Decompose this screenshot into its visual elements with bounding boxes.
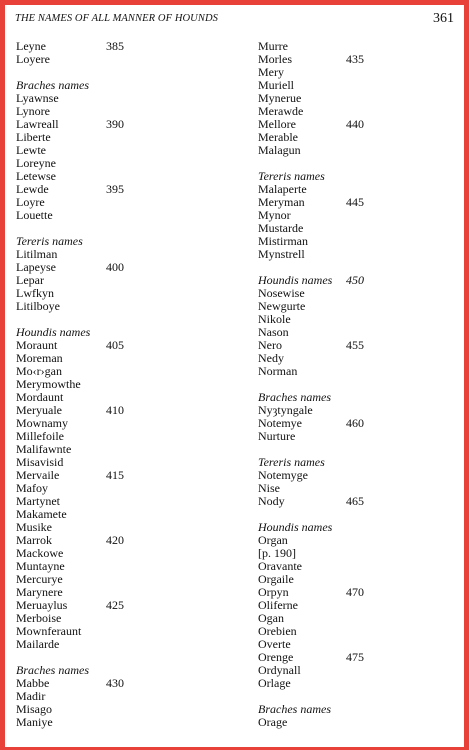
name-text: Nyȝtyngale [258, 403, 313, 417]
name-text: Madir [16, 689, 46, 703]
name-text: Mery [258, 65, 284, 79]
right-column [258, 40, 458, 729]
name-text: Malifawnte [16, 442, 72, 456]
line-number: 415 [106, 468, 124, 482]
name-text: Liberte [16, 130, 51, 144]
name-text: Mynerue [258, 91, 302, 105]
line-number: 420 [106, 533, 124, 547]
name-text: Merymowthe [16, 377, 81, 391]
name-text: Orebien [258, 624, 297, 638]
line-number: 430 [106, 676, 124, 690]
line-number: 395 [106, 182, 124, 196]
name-text: Lynore [16, 104, 50, 118]
name-text: Muntayne [16, 559, 65, 573]
name-entry [16, 261, 216, 274]
section-heading-text: Houndis names [258, 273, 333, 287]
name-text: Lapeyse [16, 260, 56, 274]
name-entry [258, 599, 458, 612]
name-text: Lepar [16, 273, 44, 287]
name-text: Mownferaunt [16, 624, 82, 638]
name-text: Mafoy [16, 481, 48, 495]
name-text: Murre [258, 39, 288, 53]
section-heading-text: Tereris names [258, 169, 325, 183]
name-text: Loreyne [16, 156, 56, 170]
name-text: Millefoile [16, 429, 64, 443]
name-text: Merawde [258, 104, 304, 118]
name-text: Nosewise [258, 286, 305, 300]
section-heading-text: Braches names [258, 702, 331, 716]
line-number: 440 [346, 117, 364, 131]
name-text: Newgurte [258, 299, 306, 313]
name-text: Maniye [16, 715, 53, 729]
name-text: Lyawnse [16, 91, 59, 105]
name-text: Morles [258, 52, 292, 66]
name-text: Lewde [16, 182, 49, 196]
name-text: Nason [258, 325, 289, 339]
name-text: Muriell [258, 78, 294, 92]
section-heading-text: Braches names [258, 390, 331, 404]
left-column [16, 40, 216, 729]
name-text: Moreman [16, 351, 63, 365]
name-text: Ordynall [258, 663, 301, 677]
section-heading-text: Tereris names [258, 455, 325, 469]
name-text: Merboise [16, 611, 62, 625]
name-entry [258, 365, 458, 378]
name-text: Mackowe [16, 546, 64, 560]
name-entry [258, 339, 458, 352]
name-text: Overte [258, 637, 291, 651]
name-text: Nody [258, 494, 285, 508]
line-number: 405 [106, 338, 124, 352]
line-number: 425 [106, 598, 124, 612]
line-number: 455 [346, 338, 364, 352]
line-number: 435 [346, 52, 364, 66]
name-text: Letewse [16, 169, 56, 183]
section-heading [258, 703, 458, 716]
name-text: Mordaunt [16, 390, 64, 404]
name-entry [16, 300, 216, 313]
line-number: 400 [106, 260, 124, 274]
name-text: Moraunt [16, 338, 58, 352]
name-text: Ogan [258, 611, 284, 625]
name-text: Notemye [258, 416, 302, 430]
name-text: Oravante [258, 559, 302, 573]
name-text: Notemyge [258, 468, 308, 482]
name-text: Loyre [16, 195, 45, 209]
name-entry [258, 716, 458, 729]
name-text: Orpyn [258, 585, 289, 599]
section-heading-text: Braches names [16, 663, 89, 677]
name-entry [16, 209, 216, 222]
name-text: Louette [16, 208, 53, 222]
section-heading-text: Tereris names [16, 234, 83, 248]
name-text: Orlage [258, 676, 291, 690]
name-text: Mellore [258, 117, 296, 131]
name-text: Meryuale [16, 403, 62, 417]
name-text: Lewte [16, 143, 46, 157]
name-text: Orgaile [258, 572, 294, 586]
name-entry [258, 430, 458, 443]
name-text: Leyne [16, 39, 46, 53]
page-number: 361 [433, 11, 454, 26]
name-text: Loyere [16, 52, 50, 66]
name-text: Marynere [16, 585, 63, 599]
name-text: [p. 190] [258, 546, 296, 560]
name-text: Litilboye [16, 299, 60, 313]
name-text: Musike [16, 520, 52, 534]
name-text: Marrok [16, 533, 52, 547]
name-entry [16, 183, 216, 196]
name-text: Nurture [258, 429, 296, 443]
name-text: Litilman [16, 247, 58, 261]
name-text: Oliferne [258, 598, 298, 612]
name-text: Lawreall [16, 117, 59, 131]
line-number: 470 [346, 585, 364, 599]
name-text: Nise [258, 481, 280, 495]
line-number: 385 [106, 39, 124, 53]
line-number: 390 [106, 117, 124, 131]
section-heading-text: Houndis names [16, 325, 91, 339]
line-number: 460 [346, 416, 364, 430]
name-text: Norman [258, 364, 298, 378]
name-entry [16, 131, 216, 144]
name-text: Merable [258, 130, 298, 144]
line-number: 475 [346, 650, 364, 664]
name-text: Orage [258, 715, 288, 729]
name-text: Malaperte [258, 182, 307, 196]
section-heading-text: Houndis names [258, 520, 333, 534]
name-text: Meruaylus [16, 598, 68, 612]
name-text: Mustarde [258, 221, 304, 235]
name-text: Orenge [258, 650, 294, 664]
name-text: Mynor [258, 208, 291, 222]
name-text: Nero [258, 338, 282, 352]
name-text: Misago [16, 702, 52, 716]
name-text: Mistirman [258, 234, 308, 248]
name-text: Mervaile [16, 468, 60, 482]
name-text: Mercurye [16, 572, 63, 586]
name-text: Mabbe [16, 676, 50, 690]
section-heading [258, 521, 458, 534]
name-entry [16, 638, 216, 651]
name-entry [258, 677, 458, 690]
line-number: 450 [346, 273, 364, 287]
section-heading-text: Braches names [16, 78, 89, 92]
name-text: Meryman [258, 195, 305, 209]
name-entry [16, 677, 216, 690]
name-text: Mownamy [16, 416, 68, 430]
line-number: 445 [346, 195, 364, 209]
name-entry [258, 144, 458, 157]
name-entry [258, 495, 458, 508]
name-text: Nikole [258, 312, 291, 326]
name-text: Martynet [16, 494, 60, 508]
name-text: Mo‹r›gan [16, 364, 62, 378]
name-text: Misavisid [16, 455, 64, 469]
name-text: Nedy [258, 351, 284, 365]
line-number: 410 [106, 403, 124, 417]
name-text: Makamete [16, 507, 67, 521]
name-entry [16, 716, 216, 729]
name-entry [16, 53, 216, 66]
name-text: Malagun [258, 143, 301, 157]
name-entry [258, 53, 458, 66]
name-text: Mynstrell [258, 247, 305, 261]
name-entry [258, 469, 458, 482]
name-text: Mailarde [16, 637, 60, 651]
running-header-title: THE NAMES OF ALL MANNER OF HOUNDS [15, 13, 218, 24]
name-entry [258, 248, 458, 261]
name-text: Organ [258, 533, 288, 547]
line-number: 465 [346, 494, 364, 508]
name-text: Lwfkyn [16, 286, 54, 300]
